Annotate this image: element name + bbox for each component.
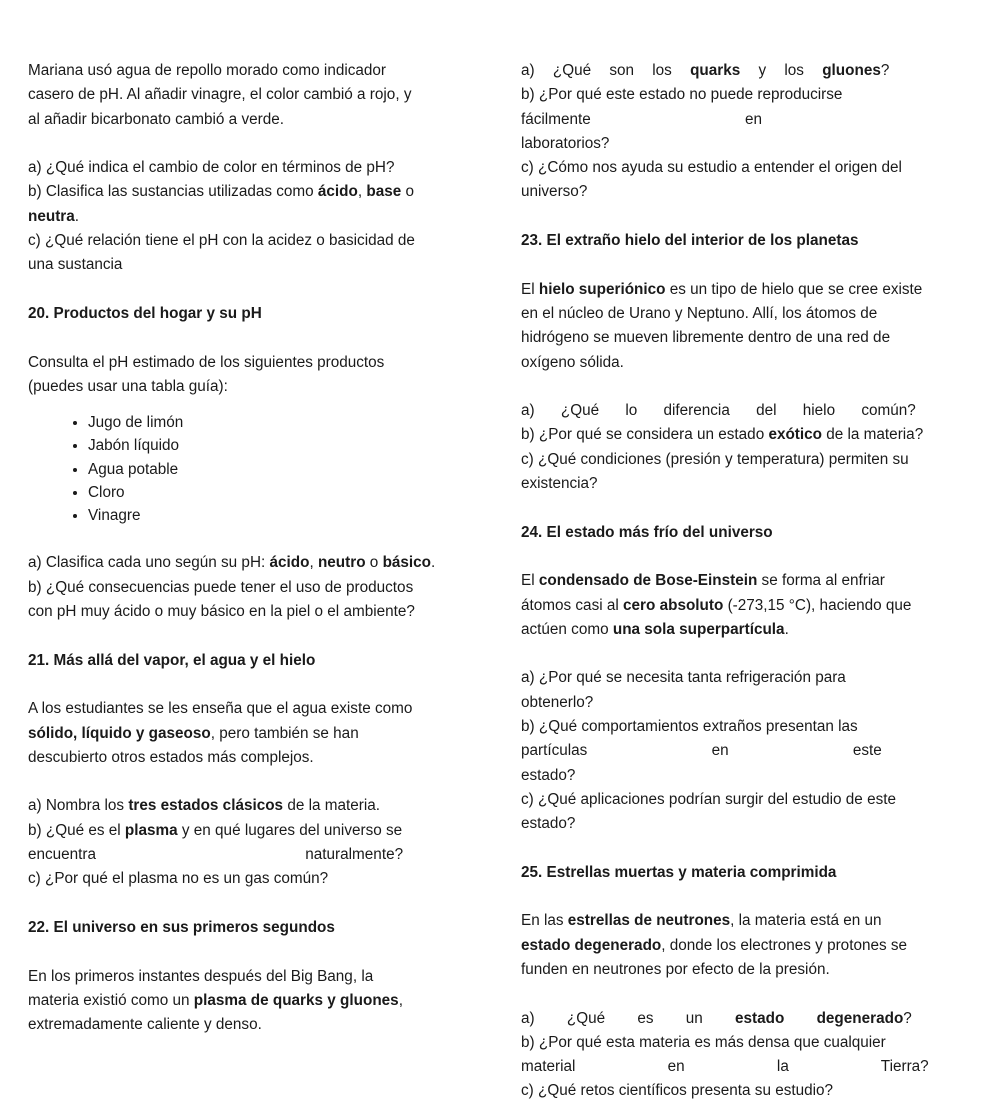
bold-term: ácido: [269, 554, 310, 572]
text-span: es un tipo de hielo que se cree existe: [665, 280, 923, 298]
section-25-intro: [521, 909, 953, 933]
section-25-title: 25. Estrellas muertas y materia comprimida: [521, 863, 837, 881]
question-b-cont: material en la Tierra?: [521, 1058, 929, 1076]
text-span: .: [784, 620, 789, 638]
question-b-cont: encuentra naturalmente?: [28, 846, 404, 864]
list-item: • Jabón líquido: [88, 434, 460, 457]
text-span: ?: [903, 1009, 912, 1027]
question-c: c) ¿Qué aplicaciones podrían surgir del estudio de este: [521, 790, 896, 808]
question-b: [28, 180, 460, 204]
text-line: casero de pH. Al añadir vinagre, el color cambió a rojo, y: [28, 86, 412, 104]
bold-term: sólido, líquido y gaseoso: [28, 724, 211, 742]
text-span: El: [521, 280, 539, 298]
list-item: • Cloro: [88, 481, 460, 504]
section-21-intro-end: descubierto otros estados más complejos.: [28, 748, 314, 766]
bold-term: gluones: [822, 62, 881, 79]
text-span: átomos casi al: [521, 596, 624, 614]
questions-22: [521, 59, 953, 205]
question-c-cont: existencia?: [521, 475, 598, 493]
bold-term: una sola superpartícula: [612, 620, 785, 638]
section-24-intro-cont: [521, 594, 953, 618]
question-a: [521, 1007, 953, 1031]
section-24-intro-end: [521, 618, 953, 642]
products-list: [28, 411, 460, 527]
question-b-cont: con pH muy ácido o muy básico en la piel o el ambiente?: [28, 603, 415, 621]
text-span: (-273,15 °C), haciendo que: [723, 596, 912, 614]
question-b: b) ¿Qué consecuencias puede tener el uso de productos: [28, 578, 414, 596]
section-21-title: 21. Más allá del vapor, el agua y el hielo: [28, 651, 316, 669]
text-span: actúen como: [521, 620, 613, 638]
question-b: b) ¿Qué comportamientos extraños presentan las: [521, 718, 858, 736]
text-span: de la materia.: [283, 797, 381, 815]
intro-paragraph: [28, 59, 460, 132]
bold-term: tres estados clásicos: [128, 797, 284, 815]
bold-term: estrellas de neutrones: [567, 912, 731, 930]
question-c: c) ¿Qué relación tiene el pH con la acidez o basicidad de: [28, 232, 415, 250]
question-b: b) ¿Por qué este estado no puede reproducirse: [521, 86, 843, 104]
section-25-intro-cont: [521, 934, 953, 958]
section-25-intro-end: funden en neutrones por efecto de la presión.: [521, 960, 830, 978]
text-span: b) ¿Qué es el: [28, 821, 125, 839]
bold-term: neutro: [317, 554, 366, 572]
bold-term: plasma: [124, 821, 178, 839]
question-a: a) ¿Por qué se necesita tanta refrigeración para: [521, 669, 846, 687]
question-b: b) ¿Por qué esta materia es más densa que cualquier: [521, 1033, 886, 1051]
text-span: .: [74, 207, 79, 225]
bold-term: cero absoluto: [623, 596, 724, 614]
section-20-title: 20. Productos del hogar y su pH: [28, 304, 262, 322]
question-a: a) ¿Qué indica el cambio de color en términos de pH?: [28, 159, 395, 177]
question-a: [28, 794, 460, 818]
section-23-intro-cont: hidrógeno se mueven libremente dentro de una red de: [521, 329, 891, 347]
bold-term: condensado de Bose-Einstein: [538, 572, 758, 590]
list-item: • Jugo de limón: [88, 411, 460, 434]
text-span: ,: [357, 183, 367, 201]
section-24-title: 24. El estado más frío del universo: [521, 523, 773, 541]
text-span: a) ¿Qué son los: [521, 62, 691, 79]
section-24-intro: [521, 569, 953, 593]
text-span: b) Clasifica las sustancias utilizadas como: [28, 183, 318, 201]
text-span: o: [401, 183, 415, 201]
text-span: ,: [309, 554, 318, 572]
text-span: a) ¿Qué es un: [521, 1009, 736, 1027]
text-span: , donde los electrones y protones se: [661, 936, 908, 954]
bold-term: quarks: [690, 62, 741, 79]
section-20-intro: Consulta el pH estimado de los siguientes productos: [28, 353, 385, 371]
text-span: a) Nombra los: [28, 797, 129, 815]
section-22-title: 22. El universo en sus primeros segundos: [28, 918, 335, 936]
section-22-intro: En los primeros instantes después del Big Bang, la: [28, 967, 374, 985]
text-span: ?: [880, 62, 890, 79]
text-span: se forma al enfriar: [757, 572, 885, 590]
text-span: .: [431, 554, 436, 572]
question-a: [521, 59, 953, 83]
list-item: • Agua potable: [88, 458, 460, 481]
bold-term: plasma de quarks y gluones: [193, 991, 399, 1009]
text-span: , la materia está en un: [730, 912, 882, 930]
bold-term: base: [366, 183, 402, 201]
question-a: [28, 551, 460, 575]
text-span: b) ¿Por qué se considera un estado: [521, 426, 769, 444]
text-span: En las: [521, 912, 568, 930]
question-c: c) ¿Qué condiciones (presión y temperatura) permiten su: [521, 450, 909, 468]
text-line: Mariana usó agua de repollo morado como indicador: [28, 62, 386, 79]
section-21-intro-cont: [28, 722, 460, 746]
text-span: , pero también se han: [210, 724, 359, 742]
section-20-intro-cont: (puedes usar una tabla guía):: [28, 377, 228, 395]
section-21-intro: A los estudiantes se les enseña que el agua existe como: [28, 700, 413, 718]
bold-term: ácido: [317, 183, 358, 201]
questions-19: [28, 156, 460, 277]
section-22-intro-cont: [28, 989, 460, 1013]
section-22-intro-end: extremadamente caliente y denso.: [28, 1016, 262, 1034]
text-span: o: [365, 554, 383, 572]
text-span: El: [521, 572, 539, 590]
text-span: y los: [740, 62, 823, 79]
question-b: [28, 819, 460, 843]
list-item: • Vinagre: [88, 504, 460, 527]
question-c: c) ¿Qué retos científicos presenta su estudio?: [521, 1082, 834, 1100]
text-line: al añadir bicarbonato cambió a verde.: [28, 110, 284, 128]
bold-term: exótico: [768, 426, 823, 444]
text-span: a) Clasifica cada uno según su pH:: [28, 554, 270, 572]
bold-term: estado degenerado: [735, 1009, 904, 1027]
question-b: [521, 423, 953, 447]
question-b-cont: fácilmente en laboratorios?: [521, 110, 762, 152]
section-23-intro-end: oxígeno sólida.: [521, 353, 624, 371]
question-a: a) ¿Qué lo diferencia del hielo común?: [521, 402, 916, 420]
text-span: ,: [398, 991, 403, 1009]
section-23-title: 23. El extraño hielo del interior de los planetas: [521, 232, 859, 250]
right-column: [521, 59, 953, 1104]
section-23-intro: [521, 278, 953, 302]
text-span: materia existió como un: [28, 991, 194, 1009]
question-c-cont: estado?: [521, 815, 576, 833]
question-b-cont: partículas en este estado?: [521, 742, 882, 784]
bold-term: neutra: [28, 207, 75, 225]
question-a-cont: obtenerlo?: [521, 693, 594, 711]
bold-term: hielo superiónico: [538, 280, 666, 298]
section-23-intro-cont: en el núcleo de Urano y Neptuno. Allí, los átomos de: [521, 304, 878, 322]
left-column: [28, 59, 460, 1037]
question-b-cont: [28, 205, 460, 229]
bold-term: básico: [382, 554, 432, 572]
question-c: c) ¿Por qué el plasma no es un gas común?: [28, 870, 329, 888]
question-c: c) ¿Cómo nos ayuda su estudio a entender el origen del: [521, 159, 902, 177]
question-c-cont: una sustancia: [28, 256, 123, 274]
question-c-cont: universo?: [521, 183, 588, 201]
bold-term: estado degenerado: [521, 936, 662, 954]
text-span: y en qué lugares del universo se: [177, 821, 403, 839]
text-span: de la materia?: [822, 426, 924, 444]
